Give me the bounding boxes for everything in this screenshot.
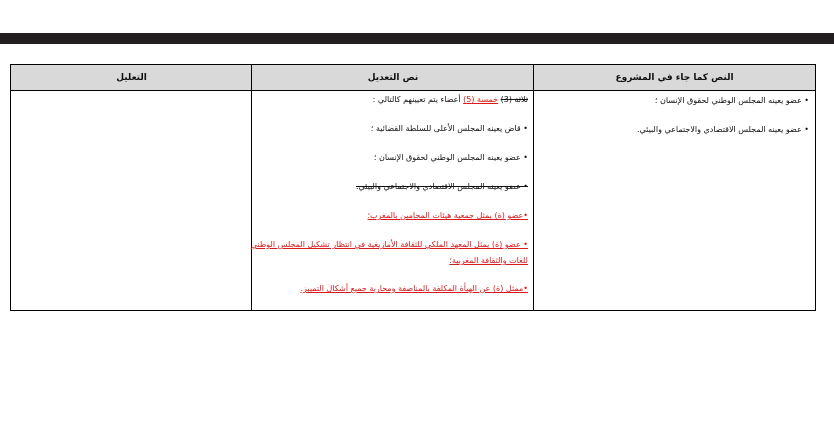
- amendment-table: [10, 64, 816, 311]
- amended-line-5-inserted: •عضو (ة) يمثل جمعية هيئات المحامين بالمغرب؛: [367, 211, 528, 220]
- amended-line-7-inserted: •ممثل (ة) عن الهيأة المكلفة بالمناصفة ومحاربة جميع أشكال التمييز.: [300, 284, 528, 293]
- deleted-text: ثلاثة (3): [500, 95, 528, 104]
- cell-amended-text: [252, 91, 534, 310]
- original-line-1: • عضو يعينه المجلس الوطني لحقوق الإنسان ؛: [654, 96, 809, 105]
- header-justification: التعليل: [11, 65, 252, 91]
- amended-line-2: • قاض يعينه المجلس الأعلى للسلطة القضائية ؛: [370, 124, 528, 133]
- amended-line-3: • عضو يعينه المجلس الوطني لحقوق الإنسان ؛: [373, 153, 528, 162]
- amended-line-6b-inserted: للغات والثقافة المغربية؛: [449, 256, 528, 265]
- amended-line-1: [373, 95, 528, 104]
- amended-line-1-rest: أعضاء يتم تعيينهم كالتالي :: [372, 95, 461, 104]
- amended-line-4-deleted: • عضو يعينه المجلس الاقتصادي والاجتماعي والبيئي.: [355, 182, 528, 191]
- amended-line-6a-inserted: • عضو (ة) يمثل المعهد الملكي للثقافة الأمازيغية في انتظار تشكيل المجلس الوطني: [250, 240, 528, 249]
- cell-justification: [11, 91, 251, 310]
- inserted-text: خمسة (5): [463, 95, 499, 104]
- header-original-text: النص كما جاء في المشروع: [534, 65, 815, 91]
- original-line-2: • عضو يعينه المجلس الاقتصادي والاجتماعي والبيئي.: [636, 125, 809, 134]
- cell-original-text: [534, 91, 815, 310]
- header-amended-text: نص التعديل: [252, 65, 534, 91]
- page-top-bar: [0, 33, 834, 44]
